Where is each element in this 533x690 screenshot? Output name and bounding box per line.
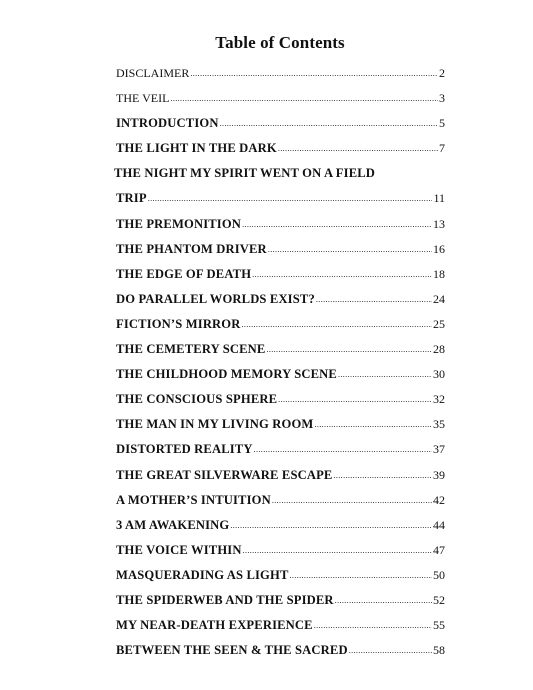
dot-leader [314, 622, 432, 630]
toc-entry-page: 3 [439, 91, 445, 106]
dot-leader [254, 446, 432, 454]
toc-entry[interactable] [116, 538, 445, 563]
toc-entry[interactable] [116, 638, 445, 663]
toc-entry-page: 18 [433, 266, 445, 281]
toc-entry[interactable] [116, 111, 445, 136]
dot-leader [278, 145, 438, 153]
toc-entry-page: 30 [433, 367, 445, 382]
dot-leader [190, 70, 438, 78]
toc-entry-page: 37 [433, 442, 445, 457]
toc-entry-page: 2 [439, 66, 445, 80]
toc-entry-title: FICTION’S MIRROR [116, 316, 241, 331]
dot-leader [268, 246, 432, 254]
toc-entry-title: THE PREMONITION [116, 216, 242, 231]
toc-entry[interactable] [116, 463, 445, 488]
toc-heading: Table of Contents [215, 33, 345, 52]
toc-entry-title: THE GREAT SILVERWARE ESCAPE [116, 467, 333, 482]
toc-entry-title: THE CEMETERY SCENE [116, 342, 266, 357]
dot-leader [266, 346, 432, 354]
toc-entry-title: THE VEIL [116, 91, 170, 106]
toc-entry[interactable] [116, 387, 445, 412]
dot-leader [148, 195, 433, 203]
toc-entry-page: 39 [433, 467, 445, 482]
toc-entry-title: THE MAN IN MY LIVING ROOM [116, 417, 314, 432]
dot-leader [220, 120, 438, 128]
toc-entry-page: 42 [433, 492, 445, 507]
dot-leader [243, 547, 432, 555]
toc-entry-title: MASQUERADING AS LIGHT [116, 567, 289, 582]
toc-entry-page: 55 [433, 618, 445, 633]
toc-entry[interactable] [116, 86, 445, 111]
toc-entry-title: THE NIGHT MY SPIRIT WENT ON A FIELD [114, 166, 376, 181]
toc-entry-page: 58 [433, 643, 445, 658]
toc-entry-title: THE CHILDHOOD MEMORY SCENE [116, 367, 337, 382]
dot-leader [230, 522, 432, 530]
toc-entry-page: 24 [433, 291, 445, 306]
dot-leader [335, 597, 432, 605]
toc-entry[interactable] [116, 613, 445, 638]
toc-entry[interactable] [116, 136, 445, 161]
dot-leader [272, 497, 432, 505]
dot-leader [278, 396, 432, 404]
toc-entry-page: 35 [433, 417, 445, 432]
toc-entry[interactable] [116, 262, 445, 287]
dot-leader [349, 647, 432, 655]
dot-leader [316, 296, 432, 304]
toc-entry[interactable] [116, 488, 445, 513]
dot-leader [290, 572, 433, 580]
toc-entry-page: 47 [433, 542, 445, 557]
toc-entry-title: A MOTHER’S INTUITION [116, 492, 271, 507]
dot-leader [242, 221, 432, 229]
toc-entry-page: 32 [433, 392, 445, 407]
toc-entry-title: THE EDGE OF DEATH [116, 266, 252, 281]
toc-entry-title: DO PARALLEL WORLDS EXIST? [116, 291, 315, 306]
toc-entry-wrapped-line[interactable] [114, 161, 445, 186]
toc-entry[interactable] [116, 437, 445, 462]
toc-entry-title: THE PHANTOM DRIVER [116, 241, 267, 256]
toc-entry-page: 52 [433, 592, 445, 607]
toc-entry-page: 11 [433, 191, 445, 206]
toc-entry-title: 3 AM AWAKENING [116, 517, 230, 532]
toc-entry[interactable] [116, 186, 445, 211]
toc-entry[interactable] [116, 61, 445, 86]
toc-entry[interactable] [116, 513, 445, 538]
toc-entry-page: 5 [439, 116, 445, 131]
toc-entry-title: THE SPIDERWEB AND THE SPIDER [116, 592, 334, 607]
toc-entry[interactable] [116, 362, 445, 387]
toc-entry[interactable] [116, 237, 445, 262]
toc-entry-page: 16 [433, 241, 445, 256]
toc-entry[interactable] [116, 287, 445, 312]
toc-entry-page: 28 [433, 342, 445, 357]
dot-leader [252, 271, 432, 279]
toc-entry[interactable] [116, 412, 445, 437]
toc-entry-title: THE CONSCIOUS SPHERE [116, 392, 278, 407]
toc-entry-page: 50 [433, 567, 445, 582]
dot-leader [338, 371, 432, 379]
toc-entry-title: DISTORTED REALITY [116, 442, 253, 457]
toc-entry-title: THE VOICE WITHIN [116, 542, 242, 557]
toc-entry[interactable] [116, 212, 445, 237]
toc-entry-title: DISCLAIMER [116, 66, 190, 80]
toc-entry[interactable] [116, 312, 445, 337]
toc-entry-title: INTRODUCTION [116, 116, 219, 131]
toc-entry[interactable] [116, 563, 445, 588]
toc-entry[interactable] [116, 337, 445, 362]
toc-entry-page: 25 [433, 316, 445, 331]
dot-leader [170, 95, 438, 103]
toc-entry-page: 44 [433, 517, 445, 532]
toc-entry-title: BETWEEN THE SEEN & THE SACRED [116, 643, 348, 658]
dot-leader [333, 472, 432, 480]
toc-entry[interactable] [116, 588, 445, 613]
dot-leader [314, 421, 432, 429]
dot-leader [242, 321, 433, 329]
toc-entry-title-continued: TRIP [116, 191, 147, 206]
toc-entry-page: 13 [433, 216, 445, 231]
toc-list [116, 61, 445, 663]
toc-entry-title: MY NEAR-DEATH EXPERIENCE [116, 618, 313, 633]
toc-entry-title: THE LIGHT IN THE DARK [116, 141, 277, 156]
toc-entry-page: 7 [439, 141, 445, 156]
